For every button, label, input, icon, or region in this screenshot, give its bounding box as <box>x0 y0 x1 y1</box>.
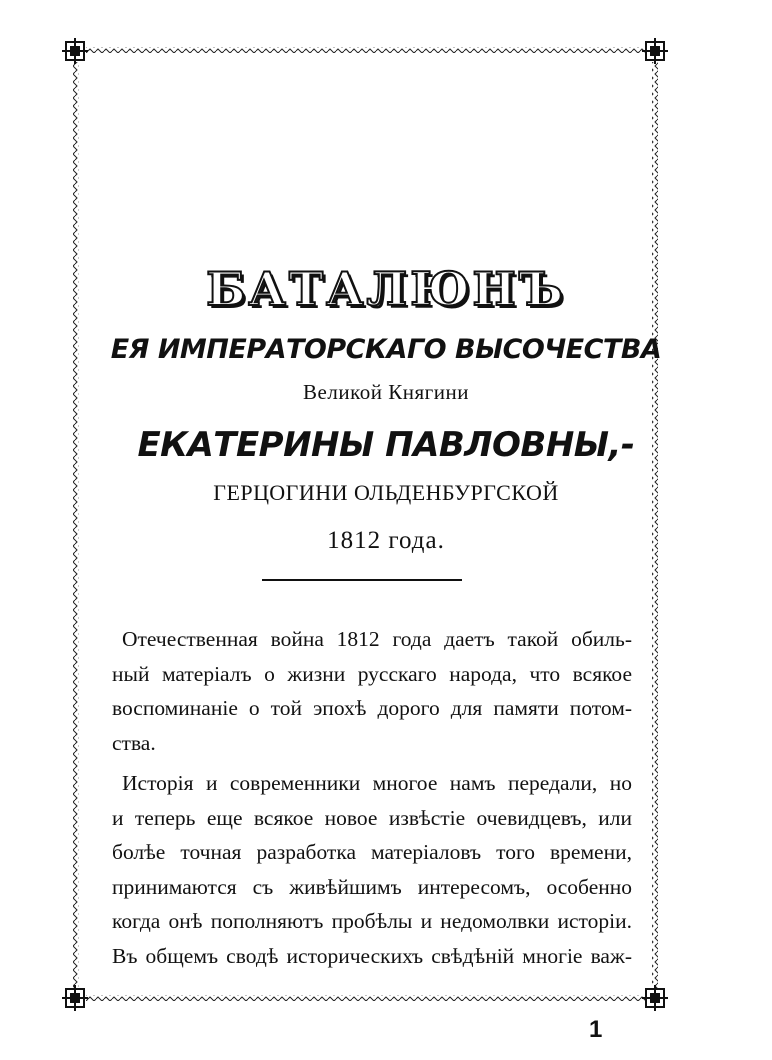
subtitle-imperial-highness: ЕЯ ИМПЕРАТОРСКАГО ВЫСОЧЕСТВА <box>110 334 662 365</box>
corner-ornament-bl <box>62 985 88 1011</box>
text-line: принимаются съ живѣйшимъ интересомъ, особенно <box>112 874 632 899</box>
corner-ornament-tr <box>642 38 668 64</box>
title-decorative: БАТАЛЮНЪ <box>206 262 566 316</box>
subtitle-year: 1812 года. <box>327 527 445 554</box>
paragraph-1 <box>112 622 632 760</box>
text-line: болѣе точная разработка матеріаловъ того времени, <box>112 840 632 864</box>
text-line: ства. <box>112 730 156 755</box>
page-number: 1 <box>589 1016 603 1043</box>
corner-ornament-br <box>642 985 668 1011</box>
body-text <box>112 622 632 979</box>
text-line: когда онѣ пополняютъ пробѣлы и недомолвки исторіи. <box>112 909 632 933</box>
paragraph-2 <box>112 766 632 973</box>
text-line: ный матеріалъ о жизни русскаго народа, что всякое <box>112 661 632 686</box>
text-line: и теперь еще всякое новое извѣстіе очевидцевъ, или <box>112 805 632 830</box>
subtitle-duchess-oldenburg: ГЕРЦОГИНИ ОЛЬДЕНБУРГСКОЙ <box>213 480 559 505</box>
text-line: воспоминаніе о той эпохѣ дорого для памяти потом- <box>112 696 632 720</box>
text-line: Исторія и современники многое намъ передали, но <box>122 771 632 795</box>
text-line: Отечественная война 1812 года даетъ такой обиль- <box>122 627 632 651</box>
corner-ornament-tl <box>62 38 88 64</box>
subtitle-name: ЕКАТЕРИНЫ ПАВЛОВНЫ,- <box>137 425 635 465</box>
title-divider <box>262 579 462 581</box>
subtitle-grand-duchess: Великой Княгини <box>303 380 469 404</box>
text-line: Въ общемъ сводѣ историческихъ свѣдѣній многіе важ- <box>112 943 632 968</box>
